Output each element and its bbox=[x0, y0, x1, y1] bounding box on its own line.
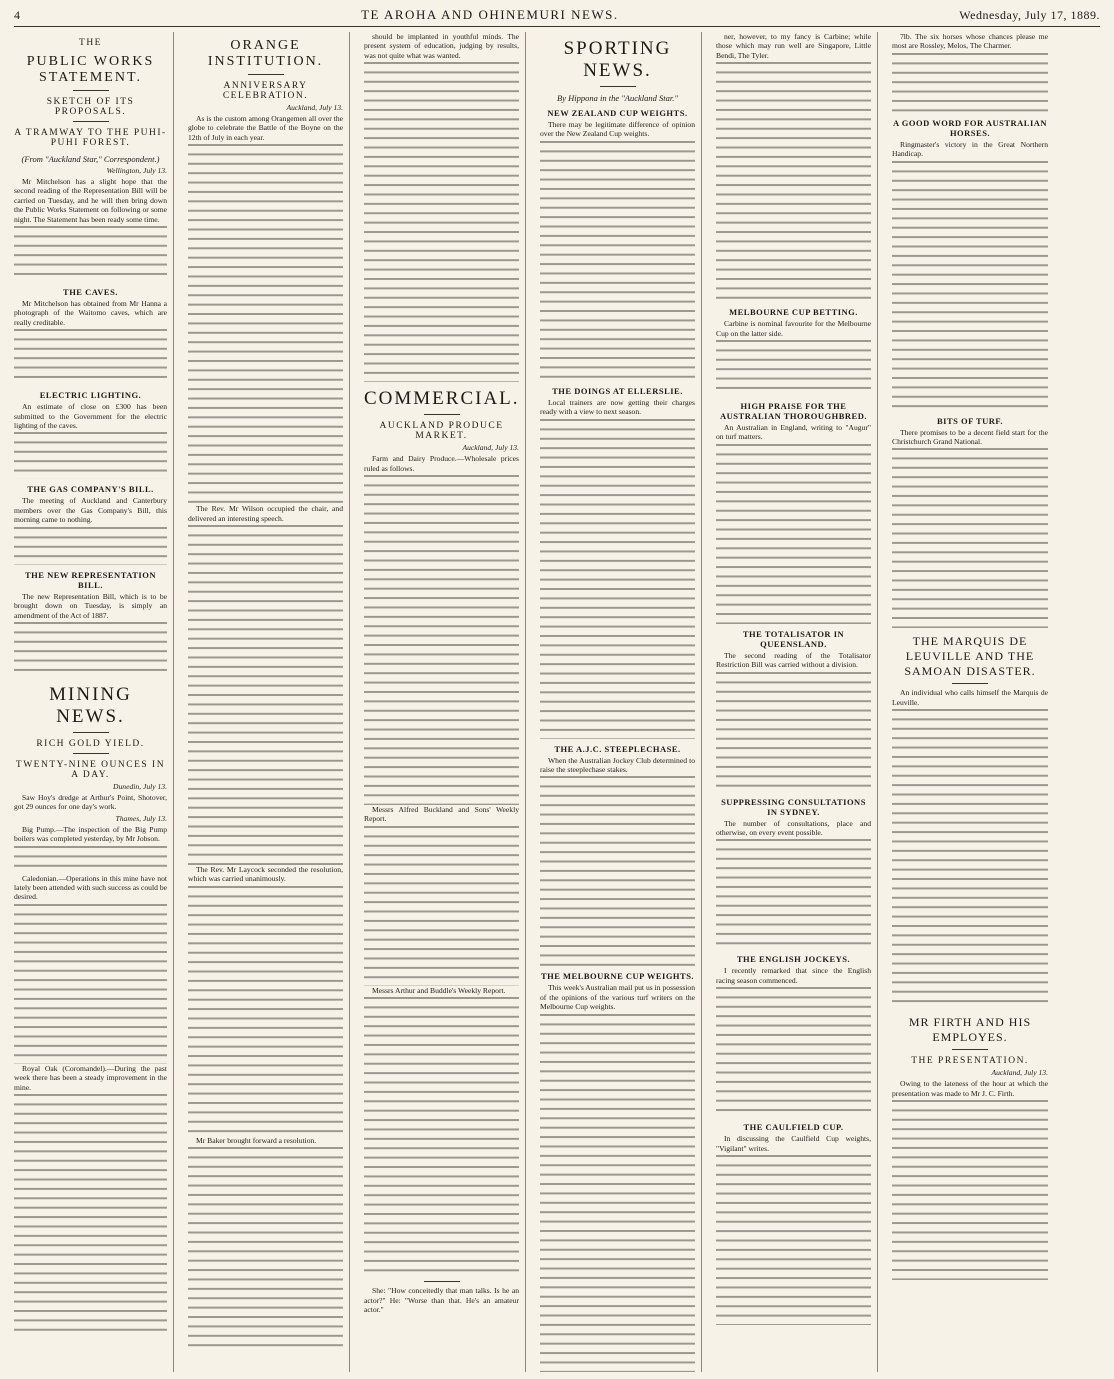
paragraph: I recently remarked that since the English racing season commenced. bbox=[716, 966, 871, 985]
section-head: THE GAS COMPANY'S BILL. bbox=[27, 484, 154, 495]
paragraph: This week's Australian mail put us in possession of the opinions of the various turf writers on the Melbourne Cup weights. bbox=[540, 983, 695, 1012]
subhead: ANNIVERSARY CELEBRATION. bbox=[222, 81, 309, 101]
subhead: RICH GOLD YIELD. bbox=[36, 738, 145, 749]
section-head: A GOOD WORD FOR AUSTRALIAN HORSES. bbox=[892, 117, 1048, 138]
body-text bbox=[892, 1100, 1048, 1280]
subhead: A TRAMWAY TO THE PUHI-PUHI FOREST. bbox=[14, 128, 167, 148]
headline-firth: MR FIRTH AND HIS EMPLOYES. bbox=[908, 1015, 1032, 1045]
section-head: THE CAVES. bbox=[63, 287, 118, 298]
paragraph: The second reading of the Totalisator Restriction Bill was carried without a division. bbox=[716, 650, 871, 670]
section-head: THE A.J.C. STEEPLECHASE. bbox=[554, 743, 681, 754]
section-head: THE TOTALISATOR IN QUEENSLAND. bbox=[742, 628, 845, 649]
headline-mining: MINING NEWS. bbox=[49, 683, 132, 727]
body-text bbox=[14, 226, 167, 282]
paragraph: In discussing the Caulfield Cup weights, "Vigilant" writes. bbox=[716, 1134, 871, 1153]
column-grid bbox=[14, 32, 1100, 1372]
kicker: THE bbox=[79, 38, 102, 48]
paragraph: Messrs Alfred Buckland and Sons' Weekly Report. bbox=[364, 805, 519, 824]
divider bbox=[248, 74, 284, 75]
paragraph: Mr Mitchelson has obtained from Mr Hanna a photograph of the Waitomo caves, which are really creditable. bbox=[14, 299, 167, 327]
body-text bbox=[364, 62, 519, 382]
page-number: 4 bbox=[14, 7, 21, 22]
body-text bbox=[364, 997, 519, 1277]
column-2 bbox=[188, 32, 350, 1372]
section-head: THE MELBOURNE CUP WEIGHTS. bbox=[540, 971, 695, 982]
paragraph: There promises to be a decent field start for the Christchurch Grand National. bbox=[892, 427, 1048, 447]
subhead: THE PRESENTATION. bbox=[911, 1056, 1029, 1067]
divider bbox=[73, 121, 109, 122]
body-text bbox=[14, 329, 167, 385]
body-text bbox=[14, 904, 167, 1064]
paragraph: An Australian in England, writing to "Augur" on turf matters. bbox=[716, 423, 871, 442]
column-3 bbox=[364, 32, 526, 1372]
paragraph: Ringmaster's victory in the Great Northern Handicap. bbox=[892, 139, 1048, 159]
body-text bbox=[716, 340, 871, 396]
body-text bbox=[188, 1147, 343, 1347]
paragraph: Saw Hoy's dredge at Arthur's Point, Shotover, got 29 ounces for one day's work. bbox=[14, 792, 167, 812]
subhead: TWENTY-NINE OUNCES IN A DAY. bbox=[15, 759, 166, 780]
body-text bbox=[716, 444, 871, 624]
dateline: Auckland, July 13. bbox=[286, 103, 343, 112]
paragraph: should be implanted in youthful minds. The present system of education, judging by results, was not quite what was wanted. bbox=[364, 32, 519, 60]
paragraph: Carbine is nominal favourite for the Melbourne Cup on the latter side. bbox=[716, 319, 871, 338]
section-head: THE NEW REPRESENTATION BILL. bbox=[25, 569, 156, 590]
paragraph: Big Pump.—The inspection of the Big Pump boilers was completed yesterday, by Mr Jobson. bbox=[14, 824, 167, 844]
paragraph: Mr Baker brought forward a resolution. bbox=[196, 1135, 317, 1145]
column-4 bbox=[540, 32, 702, 1372]
headline-public-works: PUBLIC WORKS STATEMENT. bbox=[26, 54, 155, 85]
body-text bbox=[188, 886, 343, 1136]
divider bbox=[952, 683, 988, 684]
section-head: MELBOURNE CUP BETTING. bbox=[729, 307, 858, 318]
body-text bbox=[14, 527, 167, 565]
body-text bbox=[364, 826, 519, 986]
paragraph: She: "How conceitedly that man talks. Is he an actor?" He: "Worse than that. He's an amateur actor." bbox=[364, 1286, 519, 1315]
paragraph: When the Australian Jockey Club determined to raise the steeplechase stakes. bbox=[540, 755, 695, 775]
paragraph: ner, however, to my fancy is Carbine; while those which may run well are Singapore, Little Bendi, The Tyler. bbox=[716, 32, 871, 60]
paragraph: 7lb. The six horses whose chances please me most are Rossley, Melos, The Charmer. bbox=[892, 32, 1048, 51]
section-head: THE CAULFIELD CUP. bbox=[743, 1122, 844, 1133]
section-head: HIGH PRAISE FOR THE AUSTRALIAN THOROUGHBRED. bbox=[720, 401, 867, 422]
issue-date: Wednesday, July 17, 1889. bbox=[959, 7, 1100, 22]
paragraph: Royal Oak (Coromandel).—During the past week there has been a steady improvement in the mine. bbox=[14, 1063, 167, 1092]
body-text bbox=[540, 419, 695, 739]
column-5 bbox=[716, 32, 878, 1372]
section-head: SUPPRESSING CONSULTATIONS IN SYDNEY. bbox=[721, 796, 866, 817]
subhead: SKETCH OF ITS PROPOSALS. bbox=[46, 97, 135, 117]
section-head: THE ENGLISH JOCKEYS. bbox=[736, 954, 851, 965]
divider bbox=[600, 86, 636, 87]
headline-commercial: COMMERCIAL. bbox=[364, 388, 520, 410]
dateline: Thames, July 13. bbox=[115, 813, 167, 823]
headline-orange: ORANGE INSTITUTION. bbox=[207, 38, 324, 69]
paragraph: Farm and Dairy Produce.—Wholesale prices ruled as follows. bbox=[364, 454, 519, 473]
paragraph: An individual who calls himself the Marquis de Leuville. bbox=[892, 688, 1048, 707]
paragraph: As is the custom among Orangemen all over the globe to celebrate the Battle of the Boyne on the 12th of July in each year. bbox=[188, 114, 343, 142]
body-text bbox=[540, 141, 695, 381]
body-text bbox=[716, 672, 871, 792]
credit-line: (From "Auckland Star," Correspondent.) bbox=[21, 154, 160, 164]
column-6 bbox=[892, 32, 1054, 1372]
body-text bbox=[716, 1155, 871, 1325]
body-text bbox=[540, 1014, 695, 1372]
divider bbox=[952, 1049, 988, 1050]
body-text bbox=[892, 448, 1048, 628]
body-text bbox=[188, 525, 343, 865]
body-text bbox=[892, 161, 1048, 411]
credit-line: By Hippona in the "Auckland Star." bbox=[557, 93, 678, 103]
paragraph: The Rev. Mr Laycock seconded the resolution, which was carried unanimously. bbox=[188, 865, 343, 884]
body-text bbox=[188, 144, 343, 504]
paper-title: TE AROHA AND OHINEMURI NEWS. bbox=[361, 7, 619, 22]
dateline: Auckland, July 13. bbox=[462, 443, 519, 453]
paragraph: The new Representation Bill, which is to be brought down on Tuesday, is simply an amendment of the Act of 1887. bbox=[14, 591, 167, 620]
section-head: BITS OF TURF. bbox=[937, 415, 1003, 426]
body-text bbox=[14, 622, 167, 678]
paragraph: The meeting of Auckland and Canterbury members over the Gas Company's Bill, this morning came to nothing. bbox=[14, 496, 167, 525]
section-head: THE DOINGS AT ELLERSLIE. bbox=[552, 385, 683, 396]
dateline: Wellington, July 13. bbox=[106, 166, 167, 175]
body-text bbox=[14, 432, 167, 479]
paragraph: Mr Mitchelson has a slight hope that the second reading of the Representation Bill will be carried on Tuesday, and he will then bring down the Public Works Statement on following or some night. The Statement has been ready some time. bbox=[14, 177, 167, 224]
divider bbox=[73, 732, 109, 733]
dateline: Auckland, July 13. bbox=[991, 1068, 1048, 1078]
paragraph: Owing to the lateness of the hour at which the presentation was made to Mr J. C. Firth. bbox=[892, 1079, 1048, 1098]
masthead-rule bbox=[14, 26, 1100, 27]
body-text bbox=[14, 846, 167, 874]
masthead bbox=[14, 6, 1100, 24]
section-head: NEW ZEALAND CUP WEIGHTS. bbox=[547, 108, 688, 118]
headline-sporting: SPORTING NEWS. bbox=[563, 38, 672, 81]
paragraph: There may be legitimate difference of opinion over the New Zealand Cup weights. bbox=[540, 120, 695, 139]
body-text bbox=[364, 475, 519, 805]
body-text bbox=[14, 1094, 167, 1334]
column-1 bbox=[14, 32, 174, 1372]
paragraph: Local trainers are now getting their charges ready with a view to next season. bbox=[540, 397, 695, 417]
body-text bbox=[716, 987, 871, 1117]
divider bbox=[73, 90, 109, 91]
divider bbox=[424, 414, 460, 415]
paragraph: Messrs Arthur and Buddle's Weekly Report. bbox=[372, 985, 506, 995]
subhead: AUCKLAND PRODUCE MARKET. bbox=[379, 421, 504, 442]
paragraph: An estimate of close on £300 has been submitted to the Government for the electric lighting of the caves. bbox=[14, 402, 167, 431]
divider bbox=[73, 753, 109, 754]
body-text bbox=[716, 839, 871, 949]
paragraph: The Rev. Mr Wilson occupied the chair, and delivered an interesting speech. bbox=[188, 504, 343, 523]
body-text bbox=[540, 776, 695, 966]
paragraph: Caledonian.—Operations in this mine have not lately been attended with such success as could be desired. bbox=[14, 873, 167, 902]
headline-marquis: THE MARQUIS DE LEUVILLE AND THE SAMOAN DISASTER. bbox=[904, 634, 1036, 679]
section-head: ELECTRIC LIGHTING. bbox=[39, 390, 142, 401]
body-text bbox=[892, 709, 1048, 1009]
body-text bbox=[716, 62, 871, 302]
body-text bbox=[892, 53, 1048, 113]
dateline: Dunedin, July 13. bbox=[113, 781, 167, 791]
divider bbox=[424, 1281, 460, 1282]
paragraph: The number of consultations, place and otherwise, on every event possible. bbox=[716, 818, 871, 838]
